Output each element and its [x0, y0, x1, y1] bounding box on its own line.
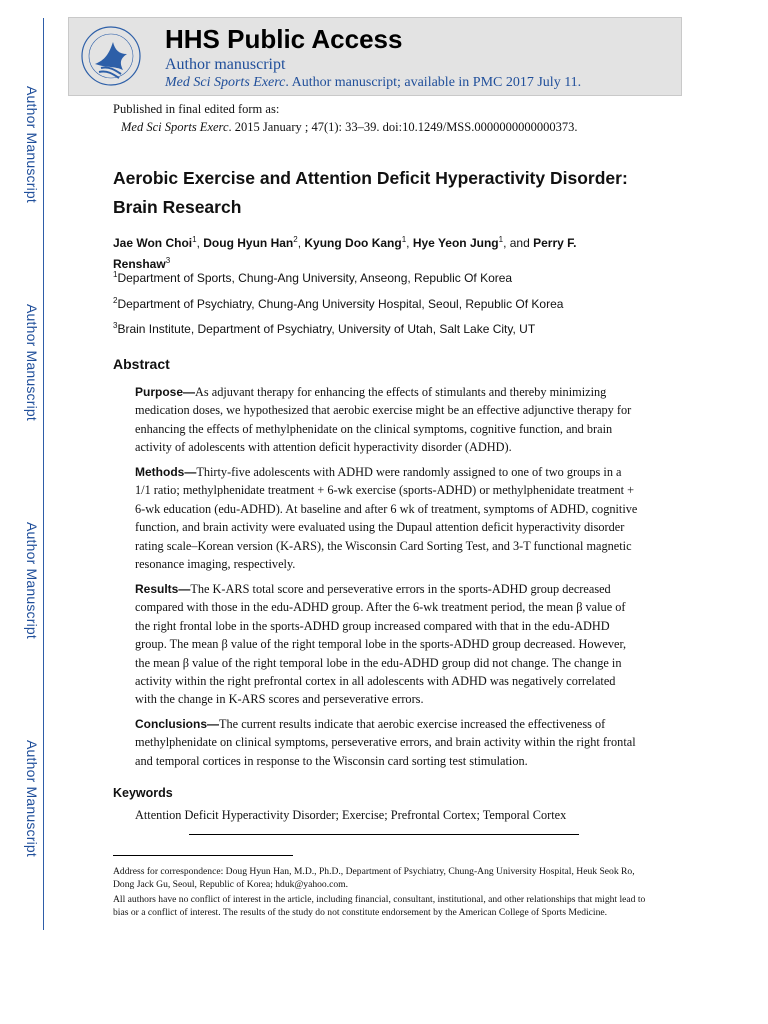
- abstract-purpose: [135, 383, 638, 457]
- results-label: Results—: [135, 582, 191, 596]
- side-divider-line: [43, 18, 44, 930]
- published-citation: [113, 118, 577, 136]
- methods-label: Methods—: [135, 465, 197, 479]
- published-citation-text: . 2015 January ; 47(1): 33–39. doi:10.1249/MSS.0000000000000373.: [228, 120, 578, 134]
- author-name: Jae Won Choi: [113, 236, 193, 250]
- journal-name: Med Sci Sports Exerc: [165, 75, 286, 90]
- author-affiliation-mark: 1: [192, 235, 197, 244]
- author-name: Perry F. Renshaw: [113, 236, 577, 271]
- affiliation-text: Department of Sports, Chung-Ang University, Anseong, Republic Of Korea: [117, 271, 513, 285]
- affiliation-text: Department of Psychiatry, Chung-Ang University Hospital, Seoul, Republic Of Korea: [117, 297, 564, 311]
- published-label: Published in final edited form as:: [113, 102, 280, 116]
- side-label-author-manuscript: Author Manuscript: [24, 304, 40, 422]
- author-separator: ,: [406, 236, 413, 250]
- abstract-results: [135, 580, 638, 709]
- conclusions-label: Conclusions—: [135, 717, 220, 731]
- author-name: Kyung Doo Kang: [304, 236, 402, 250]
- footnote-conflict: All authors have no conflict of interest in the article, including financial, consultant, institutional, and other relationships that might lead to bias or a conflict of interest. The results of the study do not constitute endorsement by the American College of Sports Medicine.: [113, 894, 646, 918]
- availability-line: [165, 75, 581, 91]
- affiliation-text: Brain Institute, Department of Psychiatry, University of Utah, Salt Lake City, UT: [117, 322, 536, 336]
- author-affiliation-mark: 1: [401, 235, 407, 244]
- affiliation-number: 1: [113, 270, 118, 279]
- published-note: [113, 100, 577, 136]
- affiliation: [113, 321, 535, 336]
- conclusions-text: The current results indicate that aerobic exercise increased the effectiveness of methylphenidate on clinical symptoms, perseverative errors, and brain activity within the right frontal and temporal cortices in response to the Wisconsin card sorting test stimulation.: [135, 717, 636, 768]
- author-affiliation-mark: 1: [498, 235, 504, 244]
- abstract-conclusions: [135, 715, 638, 770]
- purpose-label: Purpose—: [135, 385, 196, 399]
- article-title: Aerobic Exercise and Attention Deficit Hyperactivity Disorder: Brain Research: [113, 168, 628, 217]
- purpose-text: As adjuvant therapy for enhancing the effects of stimulants and thereby minimizing medication doses, we hypothesized that aerobic exercise might be an effective adjunctive therapy for enhancing the effects of methylphenidate on the clinical symptoms, cognitive function, and brain activity of adolescents with attention deficit hyperactivity disorder (ADHD).: [135, 385, 632, 455]
- side-label-author-manuscript: Author Manuscript: [24, 86, 40, 204]
- abstract-methods: [135, 463, 638, 573]
- author-separator: ,: [297, 236, 305, 250]
- published-journal: Med Sci Sports Exerc: [121, 120, 229, 134]
- footnote-divider: [113, 855, 293, 856]
- affiliation-number: 2: [113, 296, 118, 305]
- author-affiliation-mark: 3: [165, 256, 171, 265]
- results-text: The K-ARS total score and perseverative errors in the sports-ADHD group decreased compared with those in the edu-ADHD group. After the 6-wk treatment period, the mean β value of the right frontal lobe in the sports-ADHD group increased compared with that in the edu-ADHD group. The mean β value of the right temporal lobe in the sports-ADHD group decreased. However, the mean β value of the right temporal lobe in the edu-ADHD group did not change. The change in activity within the right prefrontal cortex in all adolescents with ADHD was negatively correlated with the change in K-ARS scores and perseverative errors.: [135, 582, 627, 707]
- affiliation-number: 3: [113, 321, 118, 330]
- abstract-heading: Abstract: [113, 356, 170, 372]
- author-name: Hye Yeon Jung: [412, 236, 499, 250]
- keywords-list: Attention Deficit Hyperactivity Disorder; Exercise; Prefrontal Cortex; Temporal Cortex: [135, 808, 567, 822]
- hhs-eagle-seal-icon: [79, 24, 143, 88]
- author-separator: ,: [196, 236, 204, 250]
- author-separator: , and: [503, 236, 534, 250]
- author-manuscript-label: Author manuscript: [165, 56, 286, 73]
- methods-text: Thirty-five adolescents with ADHD were randomly assigned to one of two groups in a 1/1 ratio; methylphenidate treatment + 6-wk exercise (sports-ADHD) or methylphenidate treatment + 6-wk education (edu-ADHD). At baseline and after 6 wk of treatment, symptoms of ADHD, cognitive function, and brain activity were evaluated using the Dupaul attention deficit hyperactivity disorder rating scale–Korean version (K-ARS), the Wisconsin Card Sorting Test, and 3-T functional magnetic resonance imaging, respectively.: [135, 465, 638, 572]
- side-label-author-manuscript: Author Manuscript: [24, 740, 40, 858]
- keywords-divider: [189, 834, 579, 835]
- hhs-public-access-title: HHS Public Access: [165, 24, 403, 54]
- hhs-header: [68, 17, 682, 96]
- affiliation: [113, 270, 512, 285]
- author-name: Doug Hyun Han: [203, 236, 294, 250]
- author-list: [113, 231, 623, 273]
- side-label-author-manuscript: Author Manuscript: [24, 522, 40, 640]
- footnote-correspondence: Address for correspondence: Doug Hyun Han, M.D., Ph.D., Department of Psychiatry, Chung-Ang University Hospital, Heuk Seok Ro, Dong Jack Gu, Seoul, Republic of Korea; hduk@yahoo.com.: [113, 866, 635, 890]
- author-affiliation-mark: 2: [293, 235, 298, 244]
- keywords-heading: Keywords: [113, 786, 173, 800]
- affiliation: [113, 296, 563, 311]
- availability-text: . Author manuscript; available in PMC 2017 July 11.: [285, 75, 582, 90]
